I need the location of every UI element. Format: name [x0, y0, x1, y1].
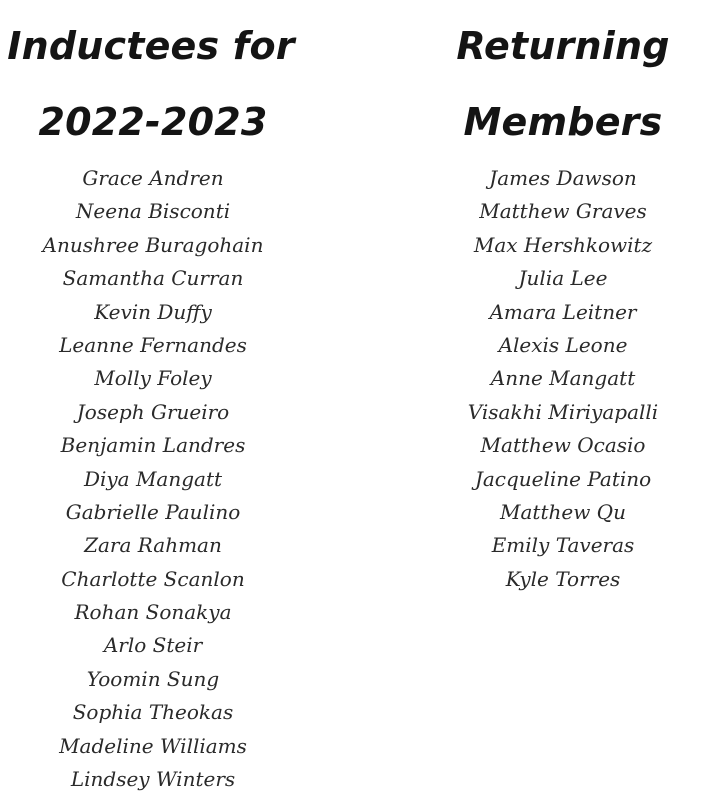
inductee-name: Madeline Williams: [59, 733, 247, 758]
returning-heading-line2: Members: [463, 100, 663, 144]
returning-member-name: Matthew Ocasio: [480, 433, 646, 458]
inductee-name: Joseph Grueiro: [76, 399, 230, 424]
inductees-heading-line2: 2022-2023: [38, 100, 268, 144]
inductees-heading-line1: Inductees for: [7, 24, 295, 68]
returning-member-name: James Dawson: [489, 166, 637, 190]
inductee-name: Zara Rahman: [84, 533, 222, 558]
inductees-list: [0, 162, 306, 796]
inductee-name: Grace Andren: [82, 166, 224, 190]
returning-member-name: Visakhi Miriyapalli: [467, 399, 659, 424]
returning-member-name: Emily Taveras: [491, 533, 635, 558]
inductee-name: Samantha Curran: [62, 266, 244, 291]
returning-member-name: Anne Mangatt: [490, 366, 636, 391]
inductees-column: [0, 0, 306, 792]
inductee-name: Diya Mangatt: [83, 466, 223, 491]
returning-member-name: Jacqueline Patino: [474, 466, 652, 491]
inductee-name: Leanne Fernandes: [59, 332, 247, 357]
inductee-name: Anushree Buragohain: [42, 232, 264, 257]
inductee-name: Benjamin Landres: [60, 433, 246, 458]
returning-member-name: Amara Leitner: [489, 299, 637, 324]
inductee-name: Sophia Theokas: [72, 700, 234, 725]
inductee-name: Kevin Duffy: [94, 299, 212, 324]
inductee-name: Charlotte Scanlon: [61, 566, 245, 591]
returning-member-name: Julia Lee: [518, 266, 608, 291]
returning-heading-line1: Returning: [456, 24, 670, 68]
returning-member-name: Matthew Qu: [500, 499, 626, 524]
inductee-name: Arlo Steir: [103, 633, 203, 658]
inductee-name: Yoomin Sung: [86, 666, 220, 691]
returning-member-name: Alexis Leone: [498, 332, 628, 357]
inductee-name: Lindsey Winters: [70, 767, 236, 792]
inductee-name: Molly Foley: [94, 366, 212, 391]
inductee-name: Gabrielle Paulino: [65, 499, 241, 524]
returning-members-list: [403, 162, 723, 596]
returning-member-name: Max Hershkowitz: [473, 232, 653, 257]
returning-heading: [403, 0, 723, 160]
returning-member-name: Kyle Torres: [505, 566, 621, 591]
inductees-heading: [0, 0, 306, 160]
inductee-name: Rohan Sonakya: [74, 600, 232, 625]
returning-members-column: [403, 0, 723, 591]
returning-member-name: Matthew Graves: [479, 199, 647, 224]
inductee-name: Neena Bisconti: [75, 199, 231, 224]
